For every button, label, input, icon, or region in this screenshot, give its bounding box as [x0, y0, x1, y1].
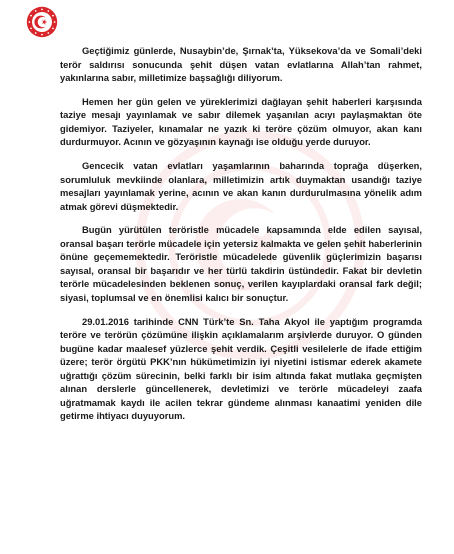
paragraph-martyr-news: Hemen her gün gelen ve yüreklerimizi dağlayan şehit haberleri karşısında taziye mesajı yayınlamak ve sabır dilemek yaşanılan acıyı paylaşmaktan öte gidemiyor. Taziyeler, kınamalar ne yazık ki teröre çözüm olmuyor, akan kanı durdurmuyor. Acının ve gözyaşının kaynağı ise olduğu yerde duruyor.	[60, 95, 422, 148]
paragraph-counter-terrorism: Bugün yürütülen teröristle mücadele kapsamında elde edilen sayısal, oransal başarı terörle mücadele için yetersiz kalmakta ve gelen şehit haberlerinin önüne geçememektedir. Teröristle mücadelede güvenlik güçlerimizin başarısı sayısal, oransal bir başarıdır ve her türlü takdirin üstündedir. Fakat bir devletin terörle mücadelesinden beklenen sonuç, verilen kayıplardaki oransal fark değil; siyasi, toplumsal ve en önemlisi kalıcı bir sonuçtur.	[60, 224, 422, 303]
paragraph-responsibility: Gencecik vatan evlatları yaşamlarının baharında toprağa düşerken, sorumluluk mevkiinde olanlara, milletimizin artık duymaktan usandığı taziye mesajları yayınlamak yerine, acının ve akan kanın durdurulmasına yönelik adım atmak görevi düşmektedir.	[60, 160, 422, 212]
paragraph-solution-process: 29.01.2016 tarihinde CNN Türk’te Sn. Taha Akyol ile yaptığım programda teröre ve terörün çözümüne ilişkin açıklamalarım arşivlerde duruyor. O günden bugüne kadar maalesef yüzlerce şehit verdik. Çeşitli vesilelerle de ifade ettiğim üzere; terör örgütü PKK’nın hükümetimizin iyi niyetini istismar ederek akamete uğrattığı çözüm sürecinin, belki farklı bir isim altında fakat mutlaka geçmişten alınan derslerle güncellenerek, devletimizi ve terörle mücadeleyi zaafa uğratmamak kaydı ile acilen tekrar gündeme alınması kanaatimi yeniden dile getirme ihtiyacı duyuyorum.	[60, 315, 422, 422]
document-body	[60, 44, 422, 433]
tbmm-emblem-icon	[26, 6, 58, 38]
paragraph-condolence: Geçtiğimiz günlerde, Nusaybin’de, Şırnak’ta, Yüksekova’da ve Somali’deki terör saldırısı sonucunda şehit düşen vatan evlatlarına Allah’tan rahmet, yakınlarına sabır, milletimize başsağlığı diliyorum.	[60, 45, 422, 83]
